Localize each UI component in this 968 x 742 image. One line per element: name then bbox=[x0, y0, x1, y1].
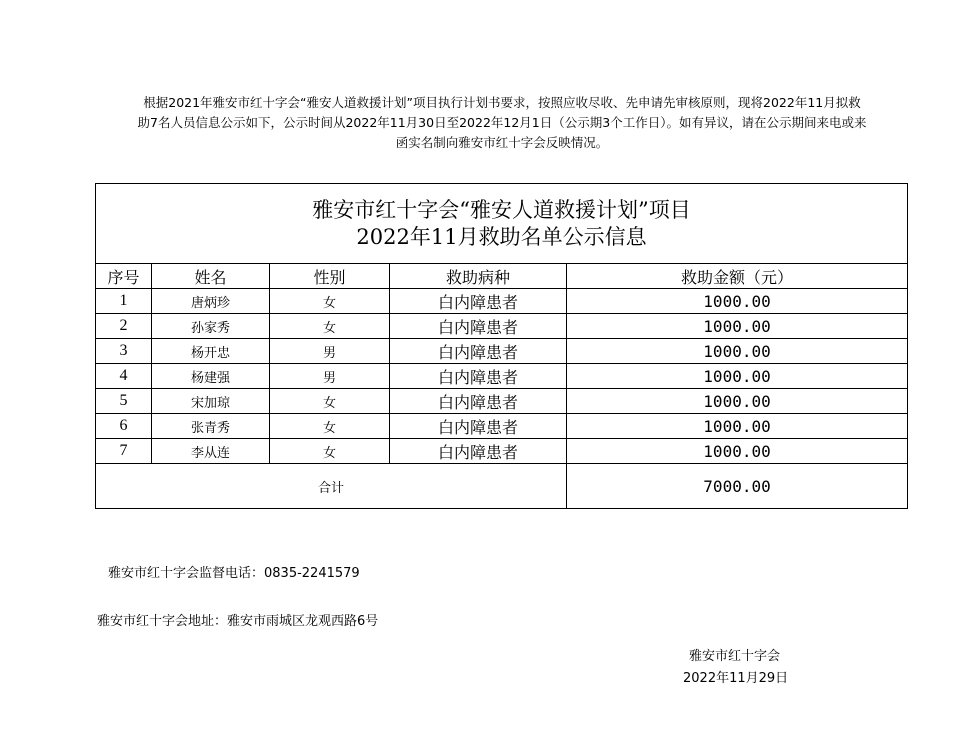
header-seq: 序号 bbox=[96, 264, 152, 289]
office-address: 雅安市红十字会地址：雅安市雨城区龙观西路6号 bbox=[97, 614, 379, 629]
table-header-row bbox=[96, 264, 908, 289]
cell-gender: 男 bbox=[270, 339, 390, 364]
signature-date: 2022年11月29日 bbox=[683, 671, 789, 686]
cell-amount: 1000.00 bbox=[567, 339, 908, 364]
cell-disease: 白内障患者 bbox=[390, 414, 567, 439]
cell-disease: 白内障患者 bbox=[390, 289, 567, 314]
cell-name: 杨开忠 bbox=[152, 339, 270, 364]
supervision-phone: 雅安市红十字会监督电话：0835-2241579 bbox=[108, 566, 360, 581]
intro-line: 助7名人员信息公示如下，公示时间从2022年11月30日至2022年12月1日（公示期3个工作日）。如有异议，请在公示期间来电或来 bbox=[137, 115, 867, 130]
header-name: 姓名 bbox=[152, 264, 270, 289]
cell-gender: 女 bbox=[270, 414, 390, 439]
table-row bbox=[96, 314, 908, 339]
cell-gender: 男 bbox=[270, 364, 390, 389]
header-gender: 性别 bbox=[270, 264, 390, 289]
cell-seq: 4 bbox=[96, 364, 152, 389]
cell-amount: 1000.00 bbox=[567, 314, 908, 339]
cell-amount: 1000.00 bbox=[567, 289, 908, 314]
cell-seq: 2 bbox=[96, 314, 152, 339]
header-disease: 救助病种 bbox=[390, 264, 567, 289]
cell-disease: 白内障患者 bbox=[390, 314, 567, 339]
cell-disease: 白内障患者 bbox=[390, 364, 567, 389]
table-row bbox=[96, 414, 908, 439]
cell-gender: 女 bbox=[270, 289, 390, 314]
cell-gender: 女 bbox=[270, 389, 390, 414]
cell-name: 唐炳珍 bbox=[152, 289, 270, 314]
total-label: 合计 bbox=[96, 464, 567, 509]
cell-disease: 白内障患者 bbox=[390, 389, 567, 414]
header-amount: 救助金额（元） bbox=[567, 264, 908, 289]
table-row bbox=[96, 439, 908, 464]
table-row bbox=[96, 289, 908, 314]
table-total-row bbox=[96, 464, 908, 509]
cell-seq: 7 bbox=[96, 439, 152, 464]
table-row bbox=[96, 364, 908, 389]
cell-name: 李从连 bbox=[152, 439, 270, 464]
intro-line: 根据2021年雅安市红十字会“雅安人道救援计划”项目执行计划书要求，按照应收尽收、先申请先审核原则，现将2022年11月拟救 bbox=[143, 95, 861, 110]
cell-disease: 白内障患者 bbox=[390, 439, 567, 464]
assistance-list-table bbox=[95, 183, 908, 509]
cell-amount: 1000.00 bbox=[567, 389, 908, 414]
cell-seq: 5 bbox=[96, 389, 152, 414]
cell-amount: 1000.00 bbox=[567, 414, 908, 439]
cell-disease: 白内障患者 bbox=[390, 339, 567, 364]
table-title bbox=[96, 184, 908, 264]
cell-amount: 1000.00 bbox=[567, 364, 908, 389]
table-row bbox=[96, 339, 908, 364]
table-title-line2: 2022年11月救助名单公示信息 bbox=[356, 224, 647, 249]
table-title-line1: 雅安市红十字会“雅安人道救援计划”项目 bbox=[312, 197, 691, 222]
cell-name: 杨建强 bbox=[152, 364, 270, 389]
cell-name: 孙家秀 bbox=[152, 314, 270, 339]
cell-gender: 女 bbox=[270, 439, 390, 464]
cell-seq: 3 bbox=[96, 339, 152, 364]
total-amount: 7000.00 bbox=[567, 464, 908, 509]
intro-paragraph bbox=[96, 93, 908, 153]
cell-seq: 6 bbox=[96, 414, 152, 439]
cell-name: 张青秀 bbox=[152, 414, 270, 439]
intro-line: 函实名制向雅安市红十字会反映情况。 bbox=[395, 135, 609, 150]
cell-seq: 1 bbox=[96, 289, 152, 314]
cell-gender: 女 bbox=[270, 314, 390, 339]
table-row bbox=[96, 389, 908, 414]
cell-amount: 1000.00 bbox=[567, 439, 908, 464]
cell-name: 宋加琼 bbox=[152, 389, 270, 414]
signature-org: 雅安市红十字会 bbox=[689, 649, 781, 664]
